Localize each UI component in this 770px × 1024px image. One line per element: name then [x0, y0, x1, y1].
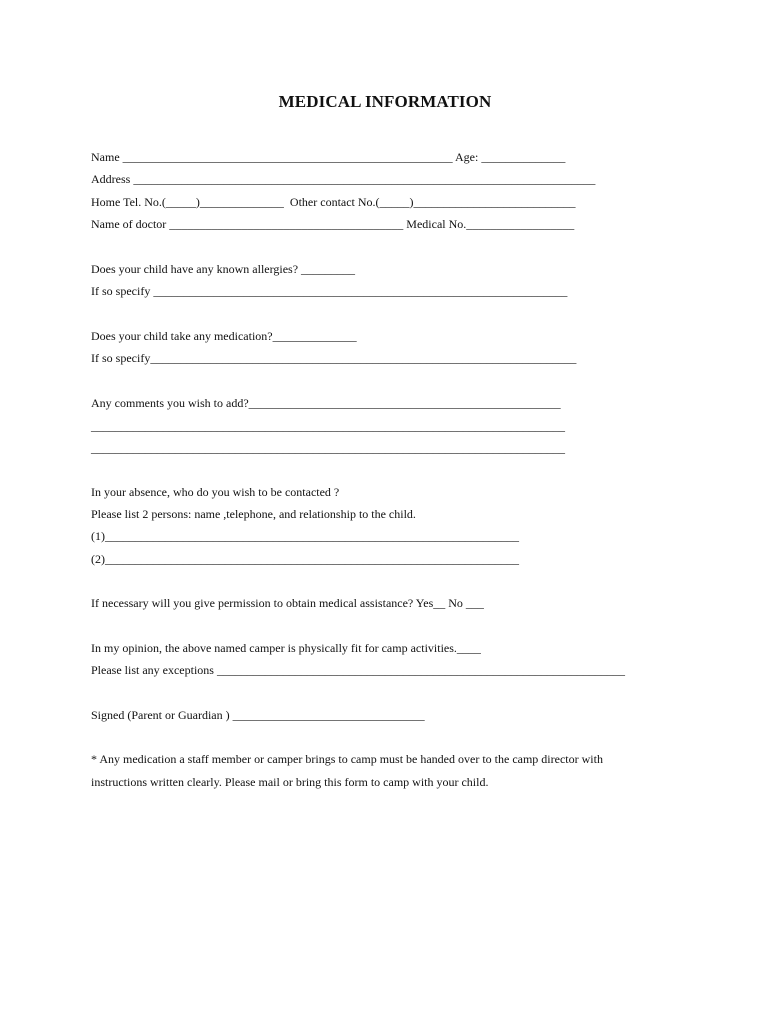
allergies-question: Does your child have any known allergies? _________	[91, 262, 356, 276]
name-age-field: Name _______________________________________________________ Age: ______________	[91, 150, 566, 164]
fitness-statement: In my opinion, the above named camper is physically fit for camp activities.____	[91, 641, 481, 655]
address-field: Address _____________________________________________________________________________	[91, 172, 596, 186]
contact-question: In your absence, who do you wish to be contacted ?	[91, 485, 340, 499]
contact-person-1-field: (1)_____________________________________________________________________	[91, 529, 519, 543]
medication-note-line-1: * Any medication a staff member or camper brings to camp must be handed over to the camp director with	[91, 752, 603, 766]
phone-fields: Home Tel. No.(_____)______________ Other contact No.(_____)___________________________	[91, 195, 576, 209]
contact-person-2-field: (2)_____________________________________________________________________	[91, 552, 519, 566]
contact-instructions: Please list 2 persons: name ,telephone, and relationship to the child.	[91, 507, 416, 521]
allergies-specify-field: If so specify _____________________________________________________________________	[91, 284, 568, 298]
comments-line-3: _______________________________________________________________________________	[91, 441, 565, 455]
comments-line-2: _______________________________________________________________________________	[91, 419, 565, 433]
page-title: MEDICAL INFORMATION	[278, 92, 492, 111]
exceptions-field: Please list any exceptions ____________________________________________________________________	[91, 663, 625, 677]
signature-field: Signed (Parent or Guardian ) ________________________________	[91, 708, 425, 722]
medication-question: Does your child take any medication?______________	[91, 329, 357, 343]
comments-question: Any comments you wish to add?____________________________________________________	[91, 396, 561, 410]
doctor-medical-no-field: Name of doctor _______________________________________ Medical No.__________________	[91, 217, 575, 231]
medication-specify-field: If so specify_______________________________________________________________________	[91, 351, 577, 365]
medical-permission-question: If necessary will you give permission to obtain medical assistance? Yes__ No ___	[91, 596, 484, 610]
medication-note-line-2: instructions written clearly. Please mail or bring this form to camp with your child.	[91, 775, 489, 789]
